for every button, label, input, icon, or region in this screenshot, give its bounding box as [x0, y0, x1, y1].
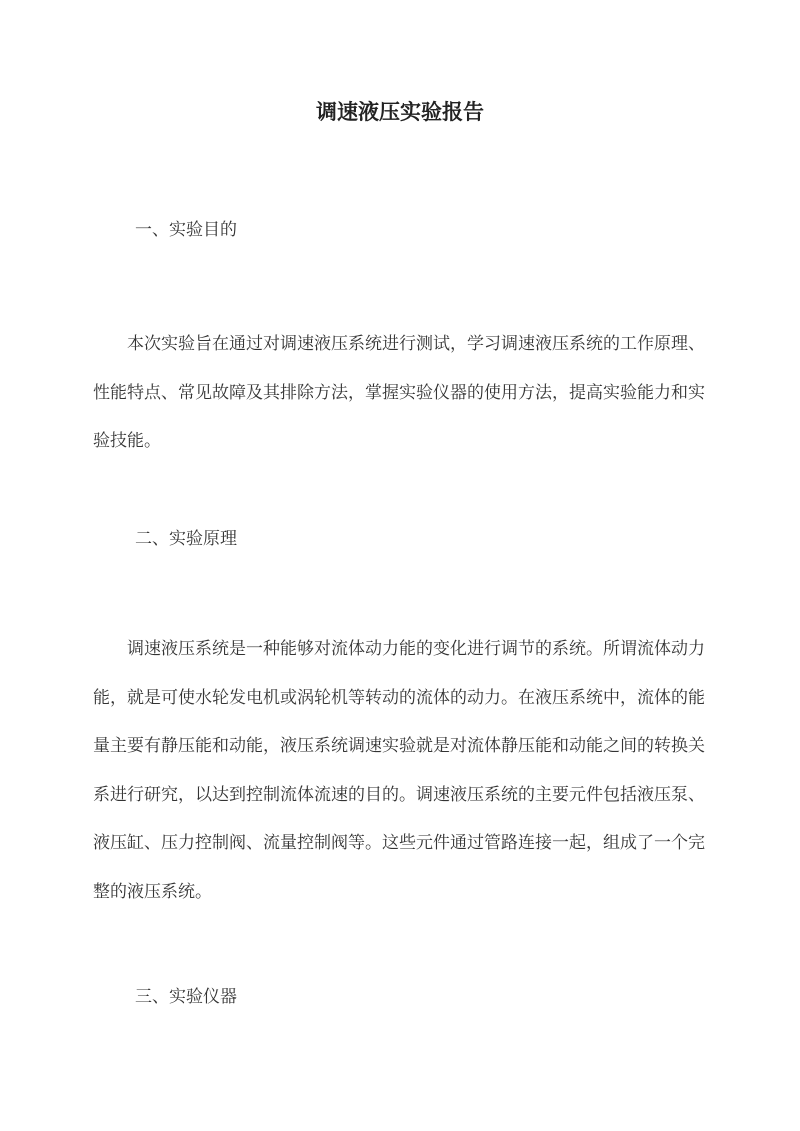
section-heading-principle: 二、实验原理	[135, 529, 237, 549]
section-body-principle: 调速液压系统是一种能够对流体动力能的变化进行调节的系统。所谓流体动力能，就是可使水轮发电机或涡轮机等转动的流体的动力。在液压系统中，流体的能量主要有静压能和动能，液压系统调速实验就是对流体静压能和动能之间的转换关系进行研究，以达到控制流体流速的目的。调速液压系统的主要元件包括液压泵、液压缸、压力控制阀、流量控制阀等。这些元件通过管路连接一起，组成了一个完整的液压系统。	[93, 639, 705, 902]
page-title: 调速液压实验报告	[316, 99, 484, 124]
section-heading-purpose: 一、实验目的	[135, 220, 237, 240]
section-heading-instruments: 三、实验仪器	[135, 987, 237, 1007]
section-body-purpose: 本次实验旨在通过对调速液压系统进行测试，学习调速液压系统的工作原理、性能特点、常见故障及其排除方法，掌握实验仪器的使用方法，提高实验能力和实验技能。	[93, 334, 705, 452]
